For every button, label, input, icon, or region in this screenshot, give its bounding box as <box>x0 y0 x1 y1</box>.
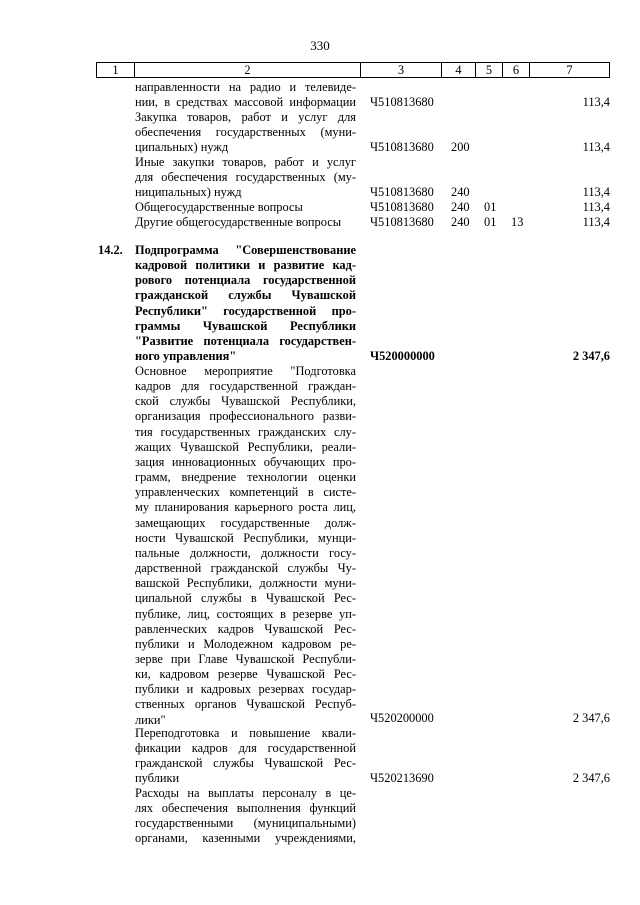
row-expense-type: 240 <box>451 200 470 214</box>
row-code: Ч510813680 <box>370 95 434 109</box>
row-description <box>135 215 356 230</box>
row-line: обеспечения государственных (муни- <box>135 125 356 140</box>
row-line: Переподготовка и повышение квали- <box>135 726 356 740</box>
row-line: Закупка товаров, работ и услуг для <box>135 110 356 124</box>
row-line: управленческих компетенций в систе- <box>135 485 356 500</box>
header-col-2: 2 <box>135 63 361 77</box>
row-line: государственными (муниципальными) <box>135 816 356 831</box>
row-line: публики и Молодежном кадровом ре- <box>135 636 356 651</box>
row-line: организация профессионального разви- <box>135 409 356 424</box>
section-line: гражданской службы Чувашской <box>135 288 356 303</box>
section-code: Ч520000000 <box>370 349 435 363</box>
section-title <box>135 243 356 364</box>
row-expense-type: 240 <box>451 215 470 229</box>
row-line: ки, кадровом резерве Чувашской Рес- <box>135 667 356 682</box>
row-description <box>135 110 356 155</box>
page-number: 330 <box>310 38 330 53</box>
row-amount: 113,4 <box>582 200 610 214</box>
row-line: кадров для государственной граждан- <box>135 379 356 394</box>
row-line: ниципальных) нужд <box>135 185 242 200</box>
row-amount: 113,4 <box>582 95 610 109</box>
header-col-5: 5 <box>476 63 503 77</box>
section-amount: 2 347,6 <box>572 349 610 363</box>
row-line: му планирования карьерного роста лиц, <box>135 500 356 515</box>
row-description <box>135 726 356 787</box>
row-description <box>135 200 356 215</box>
row-amount: 113,4 <box>582 185 610 199</box>
row-line: жащих Чувашской Республики, реали- <box>135 439 356 454</box>
row-line: ности Чувашской Республики, мунци- <box>135 530 356 545</box>
row-line: зерве при Главе Чувашской Республи- <box>135 651 356 666</box>
row-line: вашской Республики, должности муни- <box>135 576 356 591</box>
row-code: Ч510813680 <box>370 215 434 229</box>
section-line: "Развитие потенциала государствен- <box>135 333 356 348</box>
row-line: дарственной гражданской службы Чу- <box>135 561 356 576</box>
row-expense-type: 240 <box>451 185 470 199</box>
row-subsection: 13 <box>511 215 524 229</box>
header-col-6: 6 <box>503 63 530 77</box>
row-line: зация инновационных обучающих про- <box>135 454 356 469</box>
section-line: рового потенциала государственной <box>135 273 356 288</box>
row-code: Ч520213690 <box>370 771 434 785</box>
row-description <box>135 80 356 110</box>
row-amount: 113,4 <box>582 215 610 229</box>
row-line: Иные закупки товаров, работ и услуг <box>135 155 356 169</box>
row-line: Общегосударственные вопросы <box>135 200 303 214</box>
row-code: Ч510813680 <box>370 200 434 214</box>
row-line: Расходы на выплаты персоналу в це- <box>135 786 356 800</box>
header-col-3: 3 <box>361 63 442 77</box>
section-line: Подпрограмма "Совершенствование <box>135 243 356 257</box>
row-description <box>135 364 356 728</box>
row-line: Основное мероприятие "Подготовка <box>135 364 356 378</box>
row-line: ципальных) нужд <box>135 140 229 155</box>
row-section: 01 <box>484 215 497 229</box>
row-code: Ч510813680 <box>370 185 434 199</box>
row-line: фикации кадров для государственной <box>135 741 356 756</box>
row-line: пальные должности, должности госу- <box>135 545 356 560</box>
header-col-4: 4 <box>442 63 476 77</box>
row-line: ской службы Чувашской Республики, <box>135 394 356 409</box>
section-line: Республики" государственной про- <box>135 303 356 318</box>
row-description <box>135 786 356 847</box>
row-line: равленческих кадров Чувашской Рес- <box>135 621 356 636</box>
row-amount: 2 347,6 <box>572 771 610 785</box>
row-line: ципальной службы в Чувашской Рес- <box>135 591 356 606</box>
section-line: ного управления" <box>135 349 237 364</box>
section-number: 14.2. <box>98 243 123 257</box>
row-line: замещающих государственные долж- <box>135 515 356 530</box>
row-line: ственных органов Чувашской Респуб- <box>135 697 356 712</box>
header-col-1: 1 <box>97 63 135 77</box>
row-section: 01 <box>484 200 497 214</box>
row-amount: 113,4 <box>582 140 610 154</box>
table-header <box>96 62 610 78</box>
row-line: нии, в средствах массовой информации <box>135 95 356 110</box>
row-line: лях обеспечения выполнения функций <box>135 801 356 816</box>
row-line: органами, казенными учреждениями, <box>135 831 356 846</box>
section-line: граммы Чувашской Республики <box>135 318 356 333</box>
row-line: Другие общегосударственные вопросы <box>135 215 342 229</box>
row-amount: 2 347,6 <box>572 711 610 725</box>
row-line: публики и кадровых резервах государ- <box>135 682 356 697</box>
row-line: направленности на радио и телевиде- <box>135 80 356 94</box>
row-line: публики <box>135 771 180 786</box>
row-line: лики" <box>135 712 166 727</box>
section-line: кадровой политики и развитие кад- <box>135 258 356 273</box>
row-code: Ч520200000 <box>370 711 434 725</box>
header-col-7: 7 <box>566 63 573 77</box>
row-description <box>135 155 356 200</box>
row-code: Ч510813680 <box>370 140 434 154</box>
row-line: публике, лиц, состоящих в резерве уп- <box>135 606 356 621</box>
row-line: тия государственных гражданских слу- <box>135 424 356 439</box>
row-line: грамм, внедрение технологии оценки <box>135 470 356 485</box>
row-expense-type: 200 <box>451 140 470 154</box>
row-line: для обеспечения государственных (му- <box>135 170 356 185</box>
row-line: гражданской службы Чувашской Рес- <box>135 756 356 771</box>
